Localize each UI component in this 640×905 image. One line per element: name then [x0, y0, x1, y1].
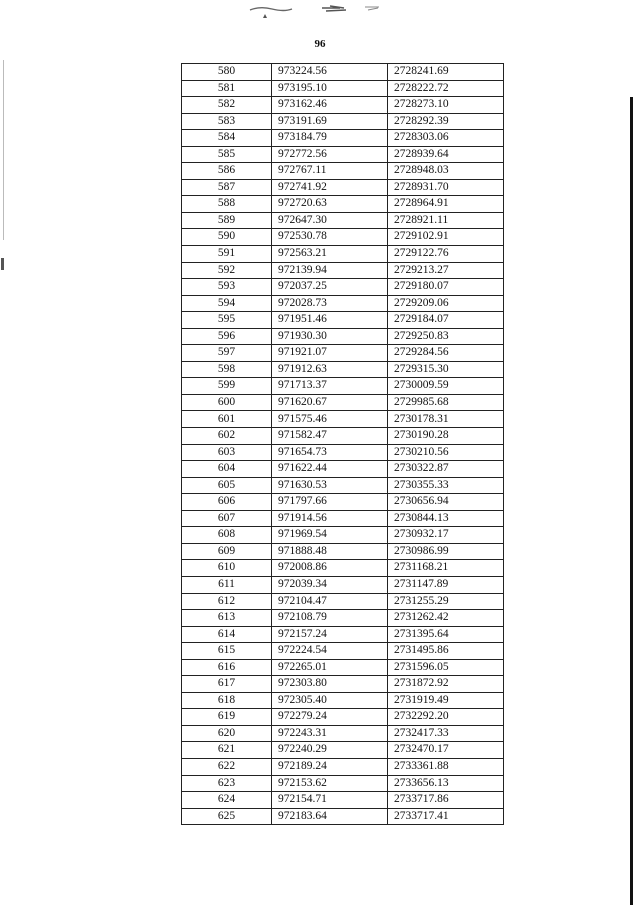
x-coordinate-cell: 972028.73 [272, 295, 388, 312]
table-row [182, 775, 504, 792]
table-row [182, 444, 504, 461]
point-number-cell: 624 [182, 792, 272, 809]
table-row [182, 262, 504, 279]
scan-speck [1, 258, 4, 270]
table-row [182, 345, 504, 362]
point-number-cell: 602 [182, 428, 272, 445]
table-row [182, 709, 504, 726]
table-row [182, 80, 504, 97]
x-coordinate-cell: 972720.63 [272, 196, 388, 213]
x-coordinate-cell: 972157.24 [272, 626, 388, 643]
x-coordinate-cell: 971630.53 [272, 477, 388, 494]
x-coordinate-cell: 972530.78 [272, 229, 388, 246]
x-coordinate-cell: 972008.86 [272, 560, 388, 577]
y-coordinate-cell: 2731919.49 [388, 692, 504, 709]
point-number-cell: 623 [182, 775, 272, 792]
y-coordinate-cell: 2730178.31 [388, 411, 504, 428]
point-number-cell: 625 [182, 808, 272, 825]
table-row [182, 411, 504, 428]
y-coordinate-cell: 2729250.83 [388, 328, 504, 345]
table-row [182, 394, 504, 411]
x-coordinate-cell: 972189.24 [272, 758, 388, 775]
table-row [182, 725, 504, 742]
x-coordinate-cell: 972741.92 [272, 179, 388, 196]
y-coordinate-cell: 2732470.17 [388, 742, 504, 759]
point-number-cell: 604 [182, 461, 272, 478]
x-coordinate-cell: 971912.63 [272, 361, 388, 378]
table-row [182, 461, 504, 478]
y-coordinate-cell: 2730190.28 [388, 428, 504, 445]
y-coordinate-cell: 2728241.69 [388, 64, 504, 81]
point-number-cell: 613 [182, 610, 272, 627]
table-row [182, 428, 504, 445]
x-coordinate-cell: 971951.46 [272, 312, 388, 329]
point-number-cell: 616 [182, 659, 272, 676]
point-number-cell: 611 [182, 576, 272, 593]
table-row [182, 510, 504, 527]
x-coordinate-cell: 971620.67 [272, 394, 388, 411]
table-row [182, 97, 504, 114]
table-row [182, 328, 504, 345]
point-number-cell: 610 [182, 560, 272, 577]
y-coordinate-cell: 2733717.86 [388, 792, 504, 809]
y-coordinate-cell: 2729180.07 [388, 279, 504, 296]
x-coordinate-cell: 972224.54 [272, 643, 388, 660]
x-coordinate-cell: 971888.48 [272, 543, 388, 560]
y-coordinate-cell: 2731168.21 [388, 560, 504, 577]
y-coordinate-cell: 2730656.94 [388, 494, 504, 511]
x-coordinate-cell: 972153.62 [272, 775, 388, 792]
x-coordinate-cell: 972104.47 [272, 593, 388, 610]
y-coordinate-cell: 2729209.06 [388, 295, 504, 312]
y-coordinate-cell: 2728292.39 [388, 113, 504, 130]
table-row [182, 659, 504, 676]
x-coordinate-cell: 971575.46 [272, 411, 388, 428]
scan-edge-border [630, 97, 633, 905]
table-row [182, 130, 504, 147]
x-coordinate-cell: 973184.79 [272, 130, 388, 147]
table-row [182, 758, 504, 775]
x-coordinate-cell: 971713.37 [272, 378, 388, 395]
x-coordinate-cell: 972303.80 [272, 676, 388, 693]
x-coordinate-cell: 971930.30 [272, 328, 388, 345]
y-coordinate-cell: 2733717.41 [388, 808, 504, 825]
y-coordinate-cell: 2730932.17 [388, 527, 504, 544]
y-coordinate-cell: 2731262.42 [388, 610, 504, 627]
x-coordinate-cell: 971969.54 [272, 527, 388, 544]
y-coordinate-cell: 2729122.76 [388, 246, 504, 263]
table-row [182, 113, 504, 130]
point-number-cell: 580 [182, 64, 272, 81]
y-coordinate-cell: 2731872.92 [388, 676, 504, 693]
y-coordinate-cell: 2728273.10 [388, 97, 504, 114]
table-row [182, 593, 504, 610]
table-row [182, 64, 504, 81]
x-coordinate-cell: 972772.56 [272, 146, 388, 163]
point-number-cell: 589 [182, 212, 272, 229]
x-coordinate-cell: 972243.31 [272, 725, 388, 742]
point-number-cell: 621 [182, 742, 272, 759]
scan-edge-line [3, 60, 4, 240]
point-number-cell: 598 [182, 361, 272, 378]
table-row [182, 792, 504, 809]
x-coordinate-cell: 972279.24 [272, 709, 388, 726]
x-coordinate-cell: 973162.46 [272, 97, 388, 114]
table-row [182, 742, 504, 759]
table-row [182, 527, 504, 544]
table-row [182, 543, 504, 560]
x-coordinate-cell: 972305.40 [272, 692, 388, 709]
x-coordinate-cell: 973224.56 [272, 64, 388, 81]
table-row [182, 560, 504, 577]
point-number-cell: 587 [182, 179, 272, 196]
y-coordinate-cell: 2730210.56 [388, 444, 504, 461]
point-number-cell: 606 [182, 494, 272, 511]
y-coordinate-cell: 2733361.88 [388, 758, 504, 775]
y-coordinate-cell: 2728948.03 [388, 163, 504, 180]
x-coordinate-cell: 972108.79 [272, 610, 388, 627]
x-coordinate-cell: 971654.73 [272, 444, 388, 461]
x-coordinate-cell: 972139.94 [272, 262, 388, 279]
point-number-cell: 600 [182, 394, 272, 411]
coordinates-table [181, 63, 504, 825]
y-coordinate-cell: 2729315.30 [388, 361, 504, 378]
point-number-cell: 607 [182, 510, 272, 527]
point-number-cell: 605 [182, 477, 272, 494]
scan-noise-marks [230, 0, 430, 22]
x-coordinate-cell: 972647.30 [272, 212, 388, 229]
x-coordinate-cell: 973195.10 [272, 80, 388, 97]
table-row [182, 610, 504, 627]
y-coordinate-cell: 2728921.11 [388, 212, 504, 229]
table-row [182, 196, 504, 213]
x-coordinate-cell: 972037.25 [272, 279, 388, 296]
point-number-cell: 588 [182, 196, 272, 213]
page-number: 96 [314, 38, 326, 50]
table-row [182, 808, 504, 825]
point-number-cell: 586 [182, 163, 272, 180]
point-number-cell: 617 [182, 676, 272, 693]
y-coordinate-cell: 2733656.13 [388, 775, 504, 792]
point-number-cell: 595 [182, 312, 272, 329]
table-row [182, 692, 504, 709]
y-coordinate-cell: 2731255.29 [388, 593, 504, 610]
x-coordinate-cell: 971582.47 [272, 428, 388, 445]
table-row [182, 477, 504, 494]
y-coordinate-cell: 2731147.89 [388, 576, 504, 593]
y-coordinate-cell: 2730322.87 [388, 461, 504, 478]
y-coordinate-cell: 2729284.56 [388, 345, 504, 362]
y-coordinate-cell: 2730009.59 [388, 378, 504, 395]
table-row [182, 676, 504, 693]
point-number-cell: 619 [182, 709, 272, 726]
y-coordinate-cell: 2730355.33 [388, 477, 504, 494]
point-number-cell: 591 [182, 246, 272, 263]
y-coordinate-cell: 2729102.91 [388, 229, 504, 246]
x-coordinate-cell: 972039.34 [272, 576, 388, 593]
point-number-cell: 594 [182, 295, 272, 312]
table-row [182, 378, 504, 395]
table-row [182, 229, 504, 246]
table-row [182, 643, 504, 660]
table-row [182, 576, 504, 593]
x-coordinate-cell: 971622.44 [272, 461, 388, 478]
y-coordinate-cell: 2731395.64 [388, 626, 504, 643]
table-row [182, 163, 504, 180]
point-number-cell: 583 [182, 113, 272, 130]
point-number-cell: 620 [182, 725, 272, 742]
point-number-cell: 612 [182, 593, 272, 610]
y-coordinate-cell: 2729213.27 [388, 262, 504, 279]
point-number-cell: 618 [182, 692, 272, 709]
point-number-cell: 593 [182, 279, 272, 296]
x-coordinate-cell: 972767.11 [272, 163, 388, 180]
y-coordinate-cell: 2730844.13 [388, 510, 504, 527]
x-coordinate-cell: 972183.64 [272, 808, 388, 825]
point-number-cell: 596 [182, 328, 272, 345]
table-row [182, 279, 504, 296]
point-number-cell: 608 [182, 527, 272, 544]
table-row [182, 212, 504, 229]
y-coordinate-cell: 2730986.99 [388, 543, 504, 560]
point-number-cell: 590 [182, 229, 272, 246]
point-number-cell: 622 [182, 758, 272, 775]
y-coordinate-cell: 2728931.70 [388, 179, 504, 196]
table-row [182, 146, 504, 163]
x-coordinate-cell: 972265.01 [272, 659, 388, 676]
x-coordinate-cell: 971921.07 [272, 345, 388, 362]
point-number-cell: 614 [182, 626, 272, 643]
x-coordinate-cell: 971914.56 [272, 510, 388, 527]
point-number-cell: 584 [182, 130, 272, 147]
point-number-cell: 601 [182, 411, 272, 428]
point-number-cell: 599 [182, 378, 272, 395]
point-number-cell: 585 [182, 146, 272, 163]
table-row [182, 494, 504, 511]
y-coordinate-cell: 2729184.07 [388, 312, 504, 329]
x-coordinate-cell: 973191.69 [272, 113, 388, 130]
point-number-cell: 592 [182, 262, 272, 279]
point-number-cell: 603 [182, 444, 272, 461]
point-number-cell: 615 [182, 643, 272, 660]
y-coordinate-cell: 2728222.72 [388, 80, 504, 97]
point-number-cell: 581 [182, 80, 272, 97]
table-row [182, 179, 504, 196]
y-coordinate-cell: 2729985.68 [388, 394, 504, 411]
y-coordinate-cell: 2731495.86 [388, 643, 504, 660]
point-number-cell: 609 [182, 543, 272, 560]
point-number-cell: 597 [182, 345, 272, 362]
table-row [182, 246, 504, 263]
y-coordinate-cell: 2728303.06 [388, 130, 504, 147]
y-coordinate-cell: 2732292.20 [388, 709, 504, 726]
table-row [182, 626, 504, 643]
y-coordinate-cell: 2728964.91 [388, 196, 504, 213]
point-number-cell: 582 [182, 97, 272, 114]
y-coordinate-cell: 2732417.33 [388, 725, 504, 742]
y-coordinate-cell: 2728939.64 [388, 146, 504, 163]
table-row [182, 312, 504, 329]
table-row [182, 295, 504, 312]
y-coordinate-cell: 2731596.05 [388, 659, 504, 676]
x-coordinate-cell: 971797.66 [272, 494, 388, 511]
x-coordinate-cell: 972240.29 [272, 742, 388, 759]
x-coordinate-cell: 972154.71 [272, 792, 388, 809]
table-row [182, 361, 504, 378]
x-coordinate-cell: 972563.21 [272, 246, 388, 263]
